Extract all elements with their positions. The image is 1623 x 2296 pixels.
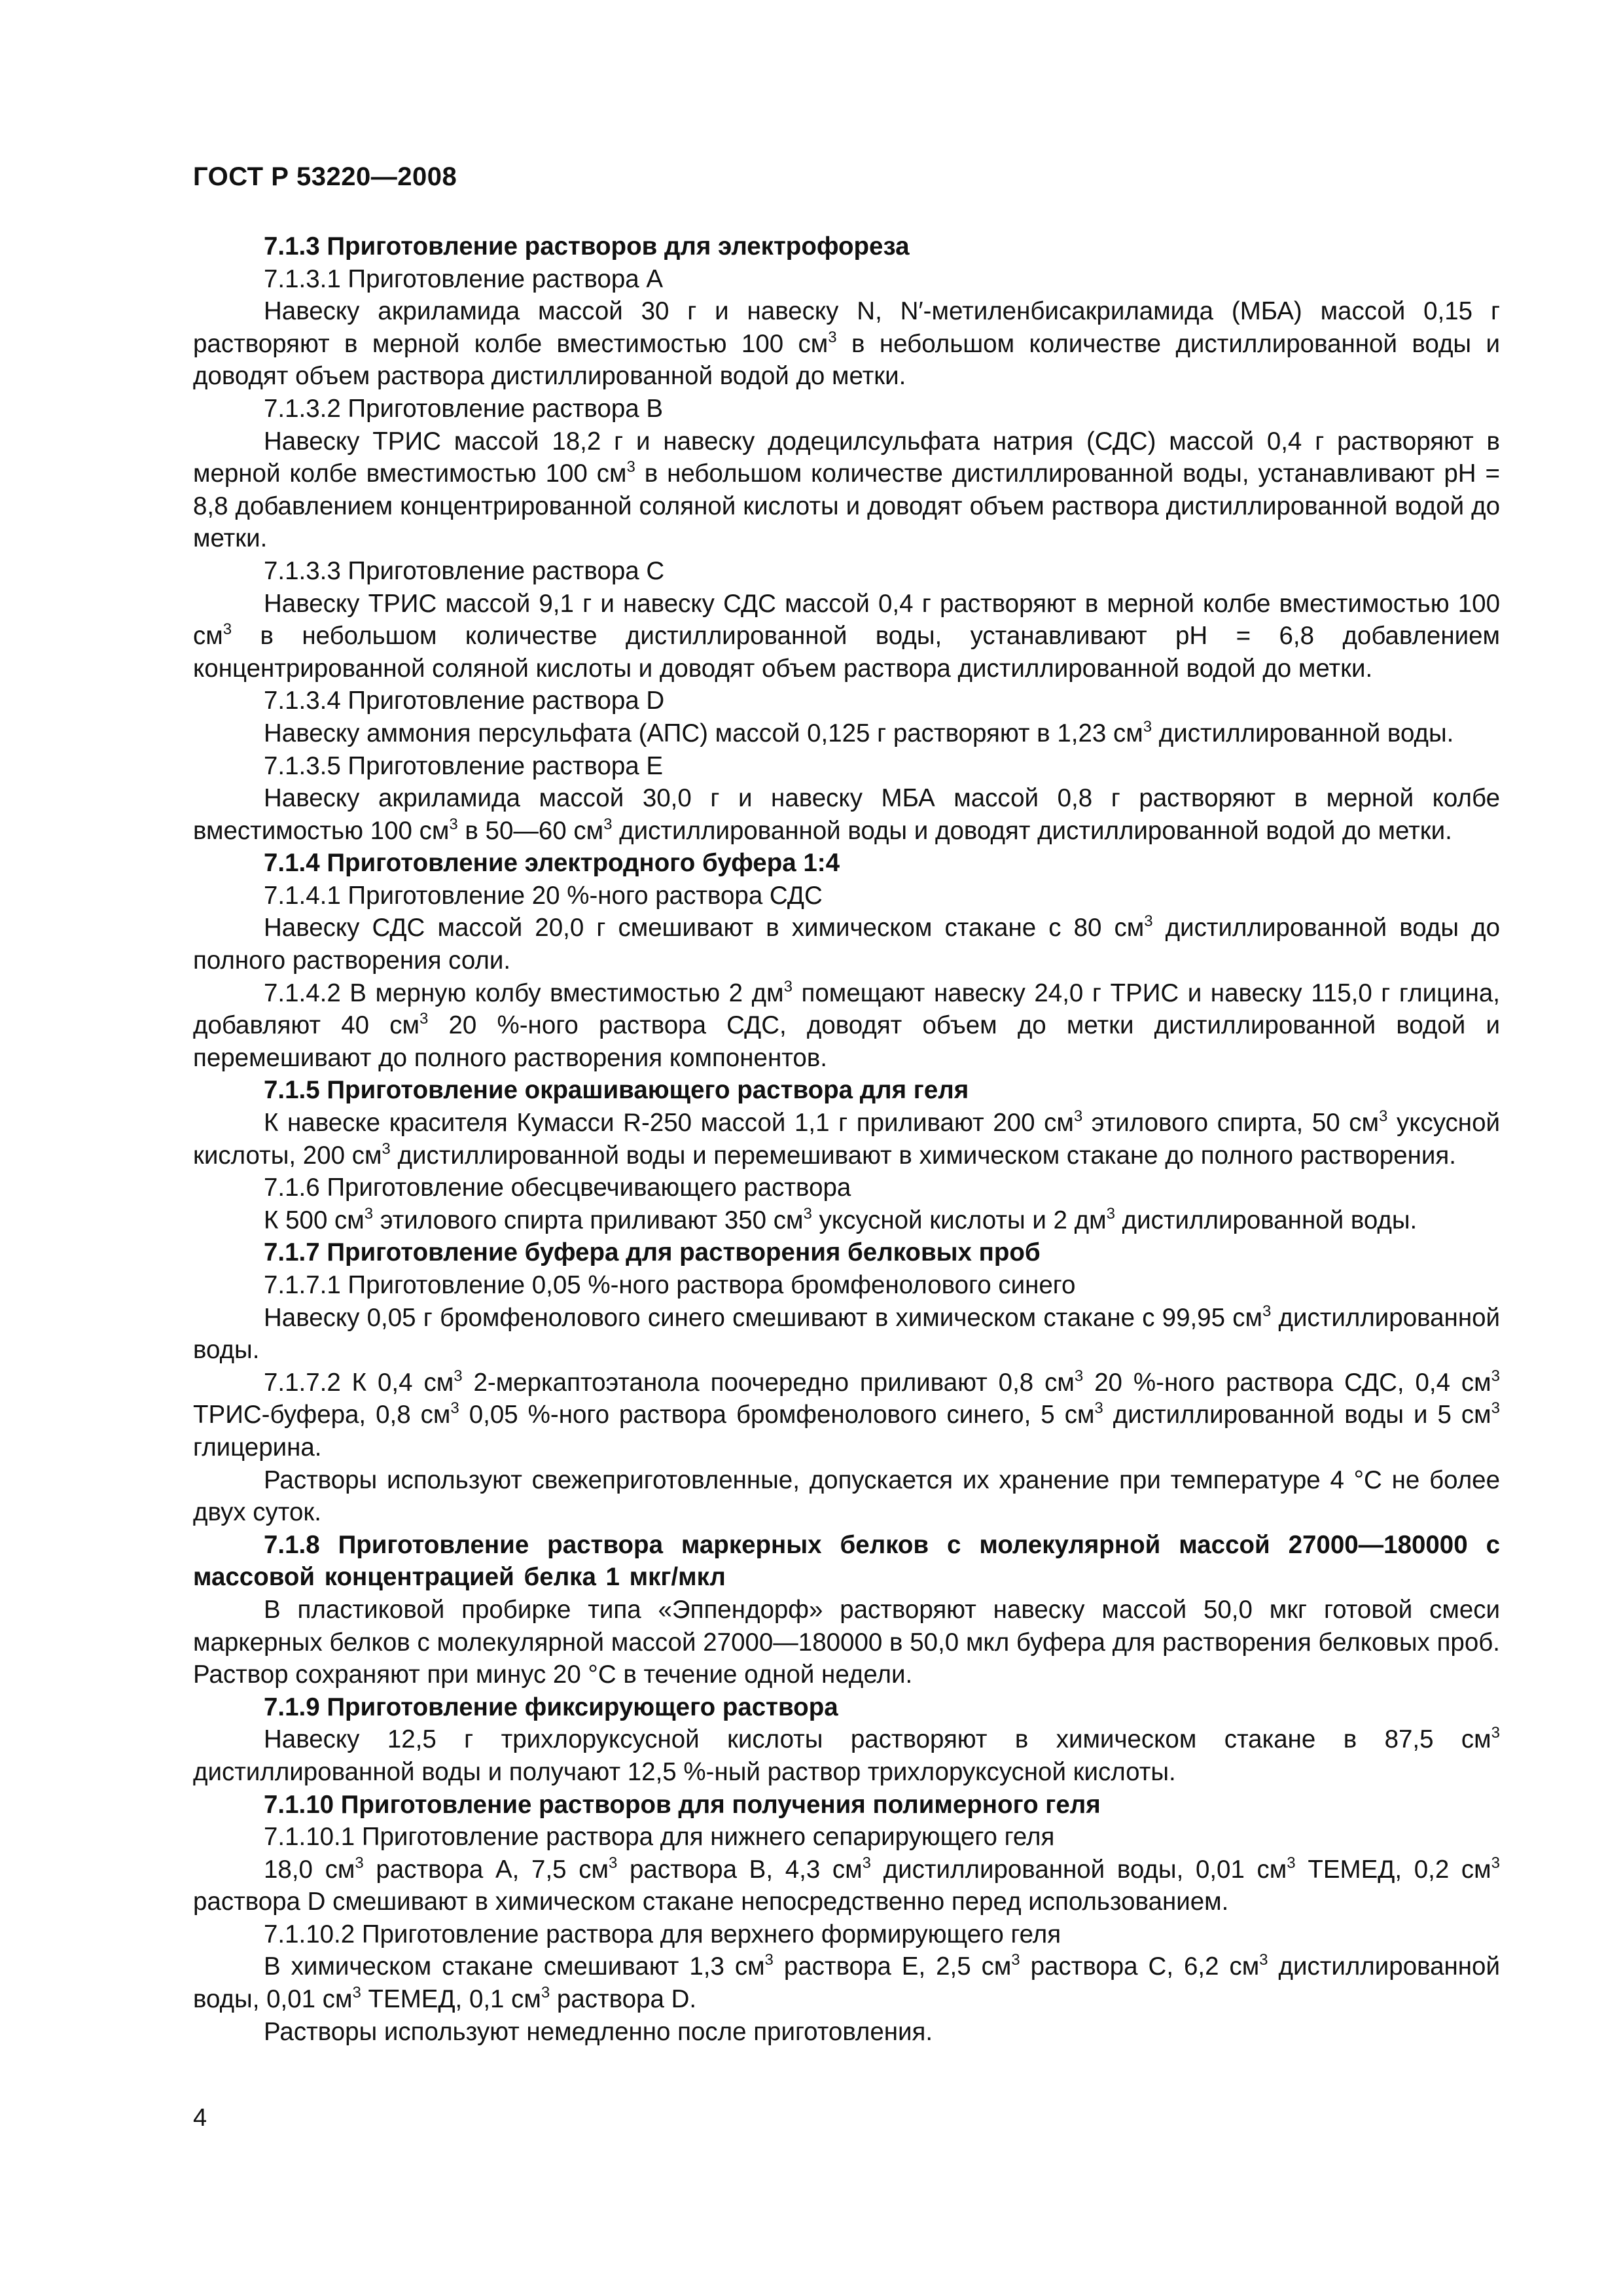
body-paragraph: К навеске красителя Кумасси R-250 массой 1,1 г приливают 200 $см^3$ этилового спирта, 50 $см^3$ уксусной кислоты, 200 $см^3$ дистиллированной воды и перемешивают в химическом стакане до полного растворения.	[193, 1107, 1500, 1170]
section-heading: 7.1.3 Приготовление растворов для электрофореза	[264, 232, 910, 260]
body-paragraph: Навеску акриламида массой 30,0 г и навеску МБА массой 0,8 г растворяют в мерной колбе вместимостью 100 $см^3$ в 50—60 $см^3$ дистиллированной воды и доводят дистиллированной водой до метки.	[193, 784, 1500, 845]
body-paragraph: Навеску аммония персульфата (АПС) массой 0,125 г растворяют в 1,23 $см^3$ дистиллированной воды.	[264, 717, 1454, 747]
body-paragraph: В химическом стакане смешивают 1,3 $см^3$ раствора Е, 2,5 $см^3$ раствора С, 6,2 $см^3$ дистиллированной воды, 0,01 $см^3$ ТЕМЕД, 0,1 $см^3$ раствора D.	[193, 1951, 1500, 2014]
section-heading: 7.1.8 Приготовление раствора маркерных белков с молекулярной массой 27000—180000 с массовой концентрацией белка 1 мкг/мкл	[193, 1530, 1500, 1592]
section-heading: 7.1.4 Приготовление электродного буфера 1:4	[264, 849, 840, 878]
subsection-heading: 7.1.3.5 Приготовление раствора Е	[264, 751, 664, 780]
page-number: 4	[193, 2104, 207, 2132]
section-heading: 7.1.10 Приготовление растворов для получения полимерного геля	[264, 1790, 1101, 1819]
subsection-heading: 7.1.3.4 Приготовление раствора D	[264, 687, 665, 715]
body-paragraph: Навеску ТРИС массой 18,2 г и навеску додецилсульфата натрия (СДС) массой 0,4 г растворяют в мерной колбе вместимостью 100 $см^3$ в небольшом количестве дистиллированной воды, устанавливают рН = 8,8 добавлением концентрированной соляной кислоты и доводят объем раствора дистиллированной водой до метки.	[193, 427, 1500, 553]
body-paragraph: К 500 $см^3$ этилового спирта приливают 350 $см^3$ уксусной кислоты и 2 $дм^3$ дистиллированной воды.	[264, 1204, 1418, 1234]
subsection-heading: 7.1.6 Приготовление обесцвечивающего раствора	[264, 1174, 851, 1202]
subsection-heading: 7.1.3.3 Приготовление раствора С	[264, 556, 665, 585]
section-heading: 7.1.5 Приготовление окрашивающего раствора для геля	[264, 1076, 969, 1105]
body-paragraph: 7.1.7.2 К 0,4 $см^3$ 2-меркаптоэтанола поочередно приливают 0,8 $см^3$ 20 %-ного раствора СДС, 0,4 $см^3$ ТРИС-буфера, 0,8 $см^3$ 0,05 %-ного раствора бромфенолового синего, 5 $см^3$ дистиллированной воды и 5 $см^3$ глицерина.	[193, 1367, 1501, 1462]
subsection-heading: 7.1.4.1 Приготовление 20 %-ного раствора СДС	[264, 881, 823, 910]
subsection-heading: 7.1.7.1 Приготовление 0,05 %-ного раствора бромфенолового синего	[264, 1271, 1076, 1299]
body-paragraph: Навеску 12,5 г трихлоруксусной кислоты растворяют в химическом стакане в 87,5 $см^3$ дистиллированной воды и получают 12,5 %-ный раствор трихлоруксусной кислоты.	[193, 1724, 1500, 1786]
body-paragraph: Навеску ТРИС массой 9,1 г и навеску СДС массой 0,4 г растворяют в мерной колбе вместимостью 100 $см^3$ в небольшом количестве дистиллированной воды, устанавливают рН = 6,8 добавлением концентрированной соляной кислоты и доводят объем раствора дистиллированной водой до метки.	[193, 589, 1500, 683]
subsection-heading: 7.1.3.2 Приготовление раствора В	[264, 394, 664, 423]
body-paragraph: Навеску 0,05 г бромфенолового синего смешивают в химическом стакане с 99,95 $см^3$ дистиллированной воды.	[193, 1302, 1500, 1365]
body-paragraph: 7.1.4.2 В мерную колбу вместимостью 2 $дм^3$ помещают навеску 24,0 г ТРИС и навеску 115,0 г глицина, добавляют 40 $см^3$ 20 %-ного раствора СДС, доводят объем до метки дистиллированной водой и перемешивают до полного растворения компонентов.	[193, 977, 1501, 1072]
subsection-heading: 7.1.10.2 Приготовление раствора для верхнего формирующего геля	[264, 1920, 1061, 1948]
body-paragraph: Растворы используют немедленно после приготовления.	[264, 2017, 933, 2046]
body-paragraph: Навеску СДС массой 20,0 г смешивают в химическом стакане с 80 $см^3$ дистиллированной воды до полного растворения соли.	[193, 912, 1500, 975]
subsection-heading: 7.1.10.1 Приготовление раствора для нижнего сепарирующего геля	[264, 1823, 1055, 1852]
subsection-heading: 7.1.3.1 Приготовление раствора А	[264, 264, 664, 293]
body-paragraph: В пластиковой пробирке типа «Эппендорф» растворяют навеску массой 50,0 мкг готовой смеси маркерных белков с молекулярной массой 27000—180000 в 50,0 мкл буфера для растворения белковых проб. Раствор сохраняют при минус 20 °С в течение одной недели.	[193, 1595, 1500, 1689]
body-paragraph: 18,0 $см^3$ раствора А, 7,5 $см^3$ раствора В, 4,3 $см^3$ дистиллированной воды, 0,01 $см^3$ ТЕМЕД, 0,2 $см^3$ раствора D смешивают в химическом стакане непосредственно перед использованием.	[193, 1854, 1500, 1916]
document-header: ГОСТ Р 53220—2008	[193, 162, 457, 191]
body-paragraph: Растворы используют свежеприготовленные, допускается их хранение при температуре 4 °С не более двух суток.	[193, 1465, 1500, 1527]
document-body	[193, 230, 1500, 2048]
section-heading: 7.1.7 Приготовление буфера для растворения белковых проб	[264, 1238, 1041, 1267]
section-heading: 7.1.9 Приготовление фиксирующего раствора	[264, 1693, 838, 1721]
body-paragraph: Навеску акриламида массой 30 г и навеску N, N′-метиленбисакриламида (МБА) массой 0,15 г растворяют в мерной колбе вместимостью 100 $см^3$ в небольшом количестве дистиллированной воды и доводят объем раствора дистиллированной водой до метки.	[193, 297, 1500, 391]
